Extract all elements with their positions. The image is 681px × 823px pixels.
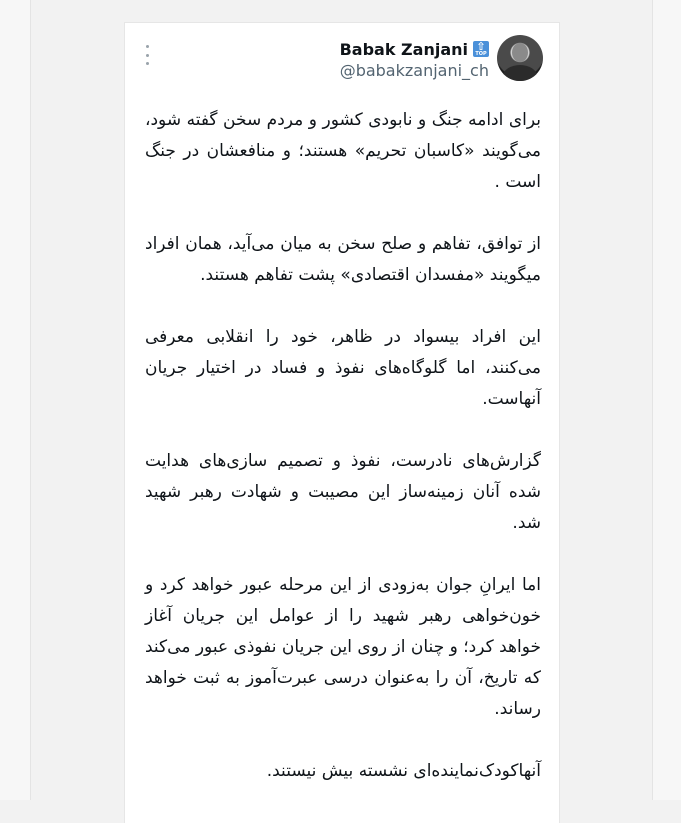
avatar-shoulders: [503, 65, 537, 81]
tweet-paragraph-6: آنهاکودک‌نماینده‌ای نشسته بیش نیستند.: [266, 761, 541, 781]
tweet-paragraph-5: اما ایرانِ جوان به‌زودی از این مرحله عبور خواهد کرد و خون‌خواهی رهبر شهید را از عوامل این جریان آغاز خواهد کرد؛ و چنان از روی این جریان نفوذی عبور می‌کند که تاریخ، آن را به‌عنوان درسی عبرت‌آموز به ثبت خواهد رساند.: [145, 575, 541, 719]
more-dot: [146, 62, 149, 65]
tweet-paragraph-2: از توافق، تفاهم و صلح سخن به میان می‌آید، همان افراد میگویند «مفسدان اقتصادی» پشت تفاهم هستند.: [145, 234, 541, 285]
left-panel: [0, 0, 31, 800]
author-handle[interactable]: @babakzanjani_ch: [339, 61, 489, 80]
more-options-icon[interactable]: [145, 45, 149, 65]
avatar-face: [512, 43, 528, 62]
right-panel: [652, 0, 681, 800]
tweet-paragraph-4: گزارش‌های نادرست، نفوذ و تصمیم سازی‌های هدایت شده آنان زمینه‌ساز این مصیبت و شهادت رهبر شهید شد.: [145, 451, 541, 533]
more-dot: [146, 45, 149, 48]
tweet-card: [124, 22, 560, 823]
author-name[interactable]: Babak Zanjani: [339, 39, 468, 59]
more-dot: [146, 54, 149, 57]
top-badge-icon: ⇧ TOP: [473, 41, 489, 57]
tweet-paragraph-3: این افراد بیسواد در ظاهر، خود را انقلابی معرفی می‌کنند، اما گلوگاه‌های نفوذ و فساد در اختیار جریان آنهاست.: [145, 327, 541, 409]
author-avatar[interactable]: [497, 35, 543, 81]
top-badge-label: TOP: [475, 51, 487, 57]
tweet-text: [145, 105, 541, 818]
tweet-paragraph-1: برای ادامه جنگ و نابودی کشور و مردم سخن گفته شود، می‌گویند «کاسبان تحریم» هستند؛ و منافعشان در جنگ است .: [145, 110, 541, 192]
author-name-row[interactable]: [340, 38, 489, 60]
